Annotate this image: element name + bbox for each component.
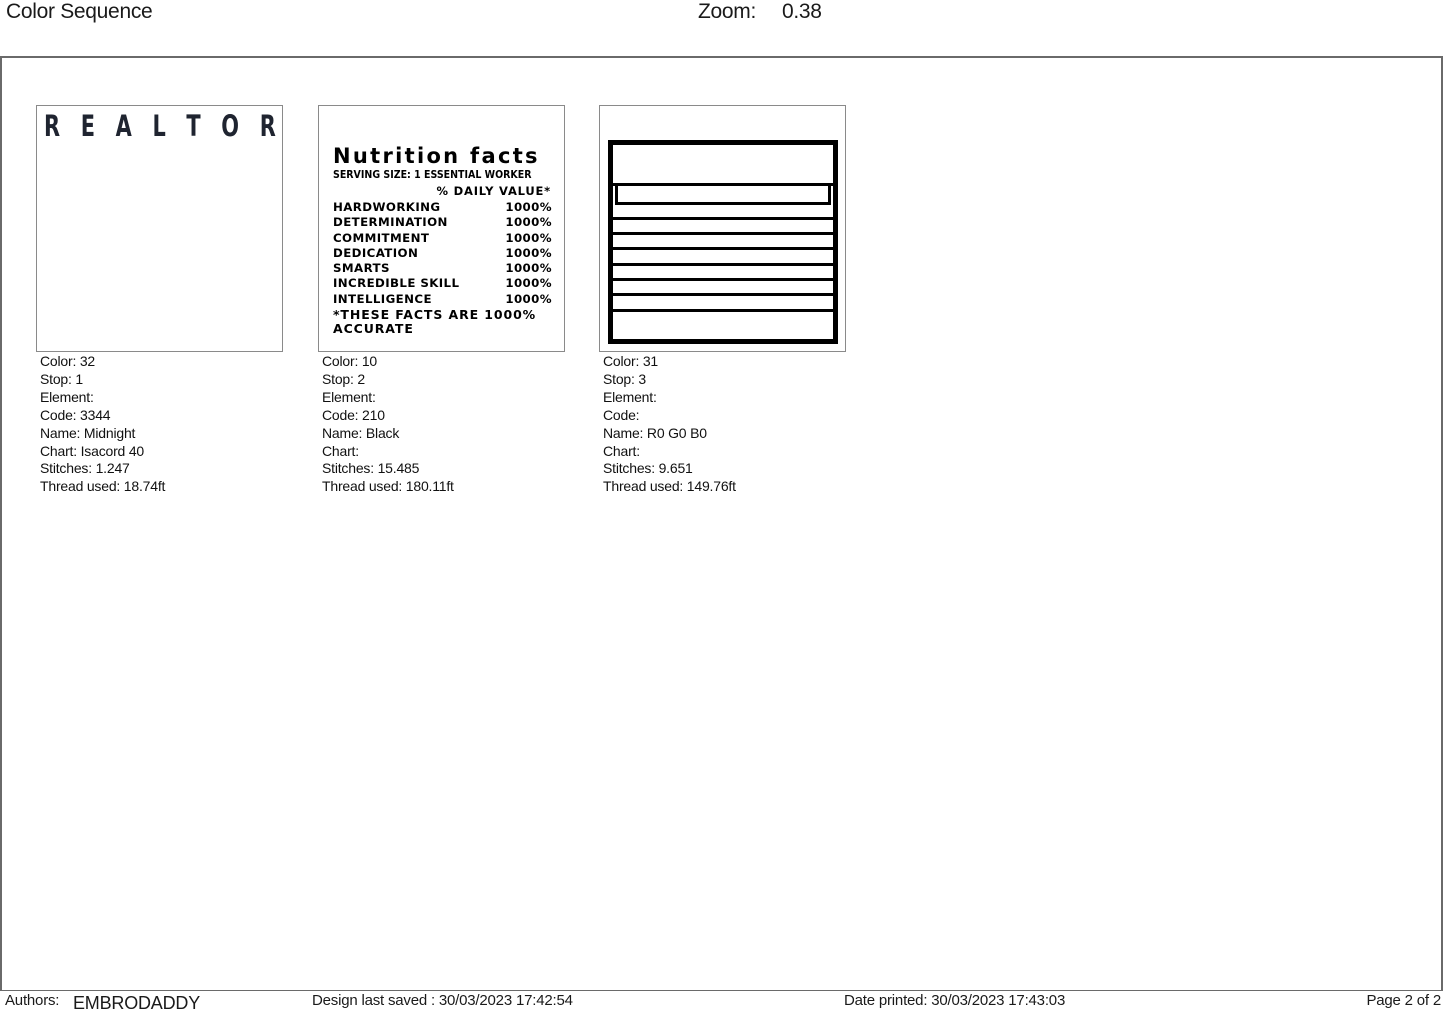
- stitch-count: Stitches: 15.485: [322, 460, 420, 477]
- color-number: Color: 31: [603, 353, 659, 369]
- authors-label: Authors:: [5, 992, 60, 1009]
- grid-line: [613, 293, 833, 296]
- row-name: COMMITMENT: [333, 230, 430, 245]
- row-value: 1000%: [505, 200, 552, 214]
- grid-line: [613, 183, 833, 186]
- thread-code: Code:: [603, 406, 640, 423]
- color-card-2: [318, 105, 565, 496]
- thread-chart: Chart:: [603, 442, 640, 459]
- thread-used: Thread used: 180.11ft: [322, 478, 454, 495]
- letter: R: [259, 109, 276, 143]
- stitch-count: Stitches: 9.651: [603, 460, 693, 477]
- realtor-text: [44, 109, 276, 143]
- letter: A: [115, 109, 132, 143]
- page-number: Page 2 of 2: [1366, 992, 1441, 1009]
- daily-value-header: % DAILY VALUE*: [436, 184, 551, 198]
- stop-number: Stop: 2: [322, 370, 365, 387]
- nutrition-row: [333, 261, 553, 276]
- stop-number: Stop: 3: [603, 370, 646, 387]
- letter: R: [44, 109, 61, 143]
- row-value: 1000%: [505, 230, 552, 245]
- grid-line: [613, 309, 833, 312]
- thread-used: Thread used: 18.74ft: [40, 478, 166, 495]
- letter: E: [80, 109, 95, 143]
- element: Element:: [603, 388, 657, 405]
- stop-number: Stop: 1: [40, 370, 83, 387]
- inner-right-stub: [828, 183, 831, 205]
- nutrition-row: [333, 231, 553, 246]
- footnote-line-2: ACCURATE: [333, 321, 414, 337]
- color-info: [36, 353, 283, 496]
- nutrition-row: [333, 292, 553, 307]
- thread-chart: Chart: Isacord 40: [40, 442, 144, 459]
- color-card-3: [599, 105, 846, 496]
- color-number: Color: 10: [322, 353, 378, 369]
- thread-name: Name: Black: [322, 424, 400, 441]
- thread-code: Code: 3344: [40, 406, 111, 423]
- thread-name: Name: R0 G0 B0: [603, 424, 707, 441]
- element: Element:: [40, 388, 94, 405]
- row-name: DEDICATION: [333, 245, 419, 260]
- nutrition-facts-design: [333, 144, 553, 336]
- thread-used: Thread used: 149.76ft: [603, 478, 736, 495]
- nutrition-title: Nutrition facts: [333, 144, 540, 168]
- color-card-1: [36, 105, 283, 496]
- thread-code: Code: 210: [322, 406, 385, 423]
- zoom-value: 0.38: [782, 0, 822, 23]
- row-name: DETERMINATION: [333, 215, 448, 230]
- design-last-saved: Design last saved : 30/03/2023 17:42:54: [312, 992, 573, 1009]
- row-name: INTELLIGENCE: [333, 291, 432, 306]
- footnote-line-1: *THESE FACTS ARE 1000%: [333, 307, 537, 323]
- nutrition-row: [333, 246, 553, 261]
- row-name: HARDWORKING: [333, 200, 441, 214]
- letter: T: [186, 109, 201, 143]
- row-value: 1000%: [505, 245, 552, 260]
- grid-line: [613, 278, 833, 281]
- nutrition-row: [333, 200, 553, 215]
- date-printed: Date printed: 30/03/2023 17:43:03: [844, 992, 1066, 1009]
- letter: O: [221, 109, 240, 143]
- row-name: INCREDIBLE SKILL: [333, 276, 460, 291]
- grid-line: [613, 247, 833, 250]
- thread-chart: Chart:: [322, 442, 359, 459]
- color-number: Color: 32: [40, 353, 96, 369]
- thread-name: Name: Midnight: [40, 424, 136, 441]
- thumbnail-nutrition-facts: [318, 105, 565, 352]
- stitch-count: Stitches: 1.247: [40, 460, 130, 477]
- page-title: Color Sequence: [6, 0, 153, 23]
- serving-size: SERVING SIZE: 1 ESSENTIAL WORKER: [333, 168, 532, 181]
- nutrition-row: [333, 276, 553, 291]
- zoom-label: Zoom:: [698, 0, 757, 23]
- row-name: SMARTS: [333, 261, 390, 276]
- row-value: 1000%: [505, 291, 552, 306]
- letter: L: [152, 109, 166, 143]
- row-value: 1000%: [505, 276, 552, 291]
- authors-value: EMBRODADDY: [73, 993, 201, 1013]
- inner-left-stub: [615, 183, 618, 205]
- color-info: [318, 353, 565, 496]
- grid-line: [613, 263, 833, 266]
- row-value: 1000%: [505, 215, 552, 230]
- grid-line: [615, 202, 831, 205]
- thumbnail-line-grid: [599, 105, 846, 352]
- thumbnail-realtor: [36, 105, 283, 352]
- row-value: 1000%: [505, 261, 552, 276]
- color-info: [599, 353, 846, 496]
- grid-line: [613, 217, 833, 220]
- grid-line: [613, 232, 833, 235]
- nutrition-row: [333, 215, 553, 230]
- element: Element:: [322, 388, 376, 405]
- grid-outline: [608, 140, 838, 344]
